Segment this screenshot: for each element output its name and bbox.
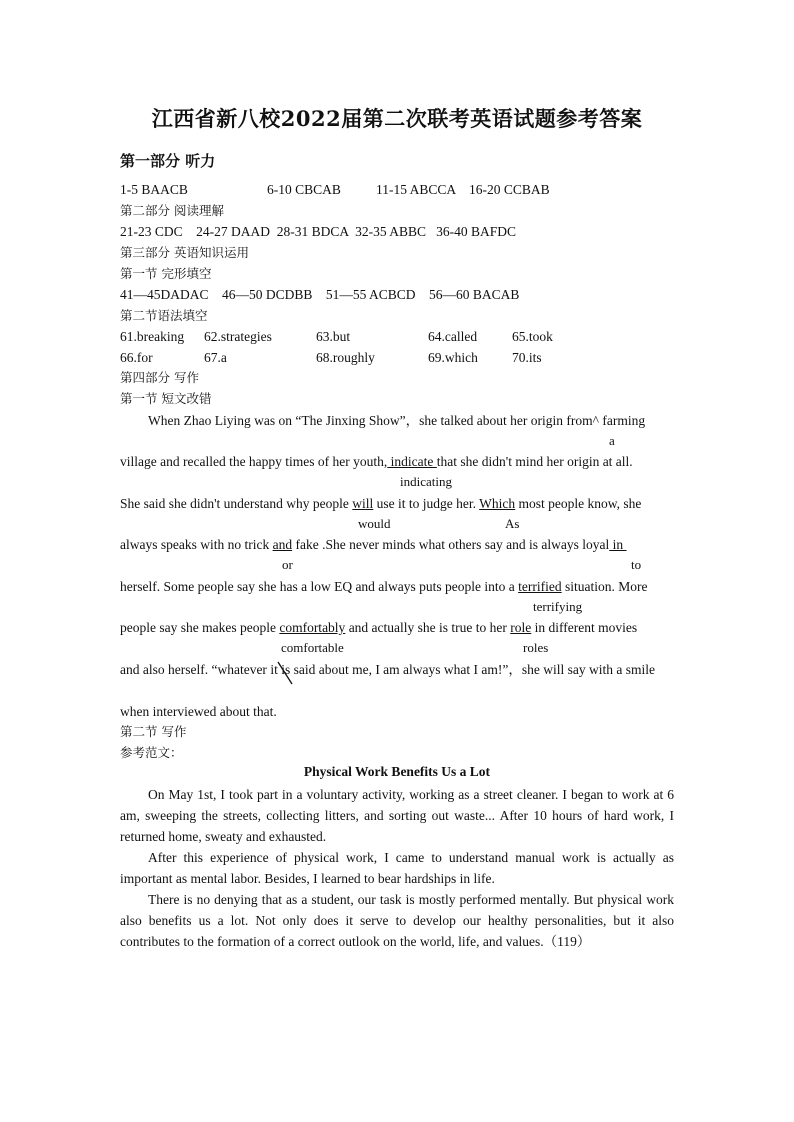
correction-text: in different movies bbox=[531, 620, 638, 635]
part4-heading: 第四部分 写作 bbox=[120, 370, 199, 385]
part3-sec1-answers: 41—45DADAC 46—50 DCDBB 51—55 ACBCD 56—60 BACAB bbox=[120, 287, 520, 302]
essay-paragraph: On May 1st, I took part in a voluntary activity, working as a street cleaner. I began to work at 6 am, sweeping the streets, collecting litters, and sorting out waste... After 10 hours of hard work, I returned home, sweaty and exhausted. bbox=[120, 787, 674, 844]
essay-paragraph: There is no denying that as a student, our task is mostly performed mentally. But physical work also benefits us a lot. Not only does it serve to develop our healthy personalities, but it also contributes to the formation of a correct outlook on the world, life, and values.（119） bbox=[120, 892, 674, 949]
grammar-answer: 69.which bbox=[428, 350, 478, 365]
sample-label: 参考范文： bbox=[120, 745, 183, 760]
part3-sec2-heading: 第二节语法填空 bbox=[120, 308, 208, 323]
grammar-answer: 64.called bbox=[428, 329, 478, 344]
correction-text: fake .She never minds what others say and is always loyal bbox=[292, 537, 610, 552]
grammar-answer: 61.breaking bbox=[120, 329, 185, 344]
grammar-answer: 63.but bbox=[316, 329, 351, 344]
part1-group-3: 11-15 ABCCA bbox=[376, 182, 457, 197]
grammar-answer: 67.a bbox=[204, 350, 227, 365]
correction-text: When Zhao Liying was on “The Jinxing Show”，she talked about her origin from^ farming bbox=[148, 413, 646, 428]
part2-heading: 第二部分 阅读理解 bbox=[120, 203, 224, 218]
page-title: 江西省新八校2022届第二次联考英语试题参考答案 bbox=[151, 106, 643, 131]
error-word: Which bbox=[479, 496, 516, 511]
correction-text: people say she makes people bbox=[120, 620, 280, 635]
correction-fix: comfortable bbox=[281, 640, 344, 655]
correction-text: herself. Some people say she has a low EQ and always puts people into a bbox=[120, 579, 519, 594]
correction-fix: to bbox=[631, 557, 642, 572]
part1-group-4: 16-20 CCBAB bbox=[469, 182, 550, 197]
correction-line-7 bbox=[120, 662, 655, 678]
correction-text: most people know, she bbox=[515, 496, 642, 511]
grammar-answer: 66.for bbox=[120, 350, 153, 365]
correction-fix: terrifying bbox=[533, 599, 583, 614]
grammar-answer: 70.its bbox=[512, 350, 542, 365]
essay-paragraph: After this experience of physical work, I came to understand manual work is actually as important as mental labor. Besides, I learned to bear hardships in life. bbox=[120, 850, 674, 886]
correction-fix: would bbox=[358, 516, 391, 531]
part1-group-2: 6-10 CBCAB bbox=[267, 182, 341, 197]
deleted-word: it bbox=[270, 662, 278, 677]
grammar-answer: 65.took bbox=[512, 329, 553, 344]
correction-fix: roles bbox=[523, 640, 549, 655]
error-word: role bbox=[510, 620, 532, 635]
correction-text: is said about me, I am always what I am!”，she will say with a smile bbox=[277, 662, 655, 677]
part2-answers: 21-23 CDC 24-27 DAAD 28-31 BDCA 32-35 ABBC 36-40 BAFDC bbox=[120, 224, 517, 239]
correction-text: and also herself. “whatever bbox=[120, 662, 271, 677]
essay-body bbox=[120, 784, 674, 952]
correction-text: village and recalled the happy times of her youth, bbox=[120, 454, 388, 469]
correction-text: that she didn't mind her origin at all. bbox=[436, 454, 633, 469]
correction-line-3 bbox=[120, 496, 641, 512]
part3-heading: 第三部分 英语知识运用 bbox=[120, 245, 249, 260]
correction-fix: indicating bbox=[400, 474, 452, 489]
correction-fix: or bbox=[282, 557, 293, 572]
essay-title: Physical Work Benefits Us a Lot bbox=[303, 764, 491, 779]
correction-fix: a bbox=[609, 433, 615, 448]
strike-slash-icon bbox=[276, 660, 294, 686]
part1-group-1: 1-5 BAACB bbox=[120, 182, 188, 197]
error-word: and bbox=[272, 537, 293, 552]
part3-sec1-heading: 第一节 完形填空 bbox=[120, 266, 212, 281]
correction-line-5 bbox=[120, 579, 648, 595]
correction-line-4 bbox=[120, 537, 627, 553]
part4-sec2-heading: 第二节 写作 bbox=[120, 724, 187, 739]
error-word: comfortably bbox=[279, 620, 346, 635]
part4-sec1-heading: 第一节 短文改错 bbox=[120, 391, 212, 406]
error-word: terrified bbox=[518, 579, 562, 594]
error-word: in bbox=[609, 537, 627, 552]
correction-line-6 bbox=[120, 620, 637, 636]
correction-text: She said she didn't understand why people bbox=[120, 496, 353, 511]
correction-line-8: when interviewed about that. bbox=[120, 704, 277, 719]
grammar-answer: 62.strategies bbox=[204, 329, 272, 344]
correction-line-2 bbox=[120, 454, 633, 470]
grammar-answer: 68.roughly bbox=[316, 350, 375, 365]
correction-text: and actually she is true to her bbox=[345, 620, 511, 635]
error-word: indicate bbox=[387, 454, 437, 469]
correction-text: use it to judge her. bbox=[373, 496, 480, 511]
correction-text: situation. More bbox=[561, 579, 648, 594]
correction-fix: As bbox=[505, 516, 520, 531]
correction-text: always speaks with no trick bbox=[120, 537, 273, 552]
correction-line-1 bbox=[148, 413, 645, 429]
part1-heading: 第一部分 听力 bbox=[120, 152, 216, 170]
error-word: will bbox=[352, 496, 374, 511]
